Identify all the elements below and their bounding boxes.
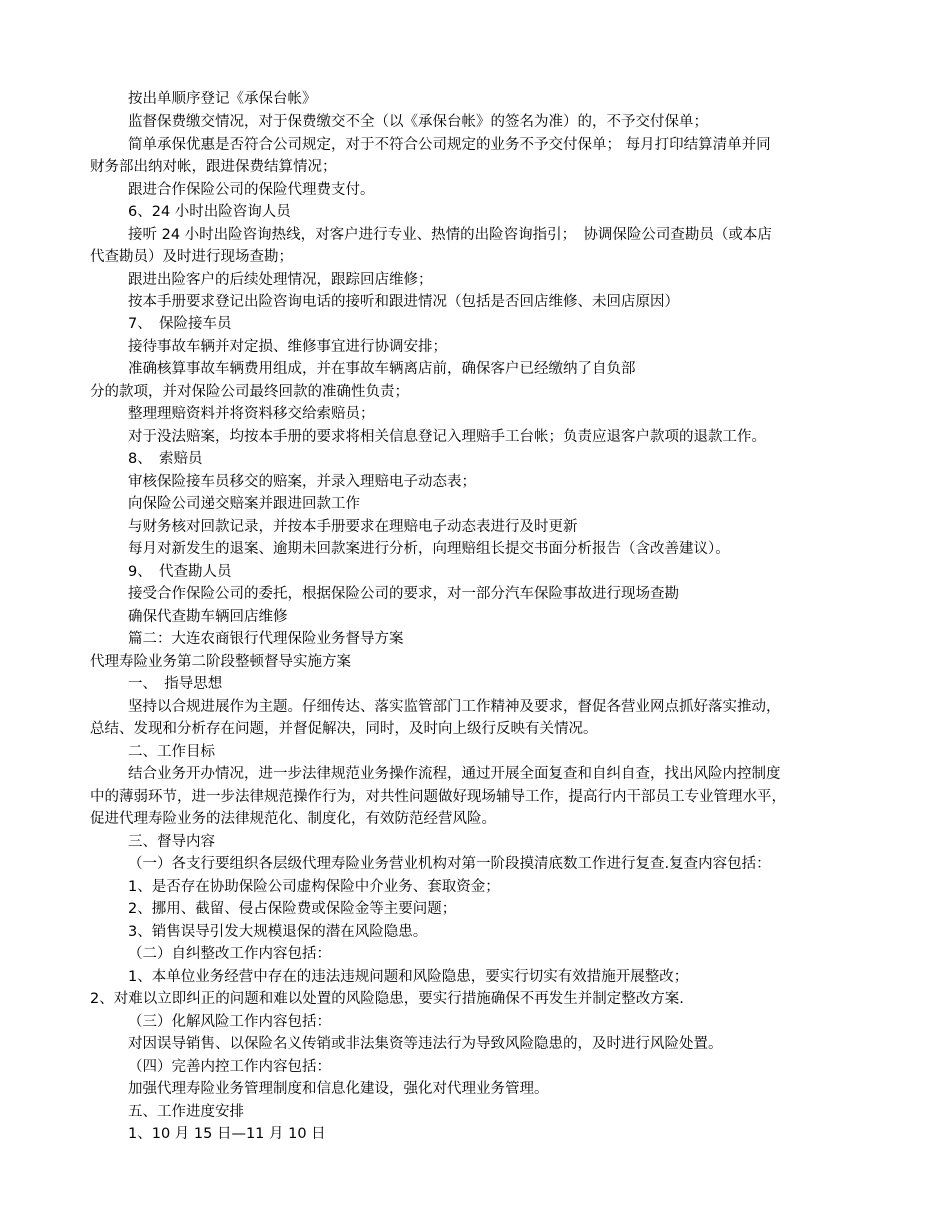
text-line: 结合业务开办情况，进一步法律规范业务操作流程，通过开展全面复查和自纠自查，找出风险内控制度 [128,766,781,782]
text-line: 跟进合作保险公司的保险代理费支付。 [128,182,375,198]
text-line: 确保代查勘车辆回店维修 [128,609,288,625]
list-item: 2、挪用、截留、侵占保险费或保险金等主要问题； [128,901,457,917]
text-line: 对于没法赔案，均按本手册的要求将相关信息登记入理赔手工台帐；负责应退客户款项的退款工作。 [128,429,766,445]
section-heading: 五、工作进度安排 [128,1104,244,1120]
section-heading: 6、24 小时出险咨询人员 [128,204,291,220]
text-line: 接待事故车辆并对定损、维修事宜进行协调安排； [128,339,447,355]
subsection-heading: （二）自纠整改工作内容包括： [128,946,331,962]
text-line: 与财务核对回款记录，并按本手册要求在理赔电子动态表进行及时更新 [128,519,578,535]
list-item: 2、对难以立即纠正的问题和难以处置的风险隐患，要实行措施确保不再发生并制定整改方案. [90,991,684,1007]
list-item: 1、本单位业务经营中存在的违法违规问题和风险隐患，要实行切实有效措施开展整改； [128,969,689,985]
text-line: 审核保险接车员移交的赔案，并录入理赔电子动态表； [128,474,476,490]
text-line: 准确核算事故车辆费用组成，并在事故车辆离店前，确保客户已经缴纳了自负部 [128,361,636,377]
text-line: 跟进出险客户的后续处理情况，跟踪回店维修； [128,272,433,288]
text-line: 分的款项，并对保险公司最终回款的准确性负责； [90,384,409,400]
section-heading: 9、 代查勘人员 [128,564,232,580]
text-line: 加强代理寿险业务管理制度和信息化建设，强化对代理业务管理。 [128,1081,549,1097]
text-line: 促进代理寿险业务的法律规范化、制度化，有效防范经营风险。 [90,811,496,827]
text-line: 整理理赔资料并将资料移交给索赔员； [128,406,375,422]
section-heading: 三、督导内容 [128,834,215,850]
section-heading: 8、 索赔员 [128,451,203,467]
text-line: 代查勘员）及时进行现场查勘； [90,249,293,265]
text-line: 对因误导销售、以保险名义传销或非法集资等违法行为导致风险隐患的，及时进行风险处置。 [128,1036,723,1052]
subsection-heading: （四）完善内控工作内容包括： [128,1059,331,1075]
text-line: 中的薄弱环节，进一步法律规范操作行为，对共性问题做好现场辅导工作，提高行内干部员工专业管理水平， [90,789,786,805]
text-line: 坚持以合规进展作为主题。仔细传达、落实监管部门工作精神及要求，督促各营业网点抓好落实推动， [128,699,781,715]
section-heading: 7、 保险接车员 [128,316,232,332]
text-line: 接受合作保险公司的委托，根据保险公司的要求，对一部分汽车保险事故进行现场查勘 [128,586,679,602]
section-heading: 二、工作目标 [128,744,215,760]
article-subtitle: 代理寿险业务第二阶段整顿督导实施方案 [90,654,351,670]
section-heading: 一、 指导思想 [128,676,223,692]
list-item: 1、10 月 15 日—11 月 10 日 [128,1126,326,1142]
text-line: 接听 24 小时出险咨询热线，对客户进行专业、热情的出险咨询指引； 协调保险公司查勘员（或本店 [128,227,772,243]
text-line: 按出单顺序登记《承保台帐》 [128,91,317,107]
list-item: 1、是否存在协助保险公司虚构保险中介业务、套取资金； [128,879,500,895]
text-line: 财务部出纳对帐，跟进保费结算情况； [90,159,337,175]
article-title: 篇二：大连农商银行代理保险业务督导方案 [128,631,404,647]
text-line: 简单承保优惠是否符合公司规定，对于不符合公司规定的业务不予交付保单； 每月打印结算清单并同 [128,137,771,153]
text-line: 每月对新发生的退案、逾期未回款案进行分析，向理赔组长提交书面分析报告（含改善建议）。 [128,541,730,557]
text-line: 按本手册要求登记出险咨询电话的接听和跟进情况（包括是否回店维修、未回店原因） [128,294,679,310]
subsection-heading: （三）化解风险工作内容包括： [128,1014,331,1030]
text-line: 向保险公司递交赔案并跟进回款工作 [128,496,360,512]
list-item: 3、销售误导引发大规模退保的潜在风险隐患。 [128,924,428,940]
text-line: （一）各支行要组织各层级代理寿险业务营业机构对第一阶段摸清底数工作进行复查.复查内容包括： [128,856,771,872]
text-line: 监督保费缴交情况，对于保费缴交不全（以《承保台帐》的签名为准）的，不予交付保单； [128,114,708,130]
text-line: 总结、发现和分析存在问题，并督促解决，同时，及时向上级行反映有关情况。 [90,721,598,737]
